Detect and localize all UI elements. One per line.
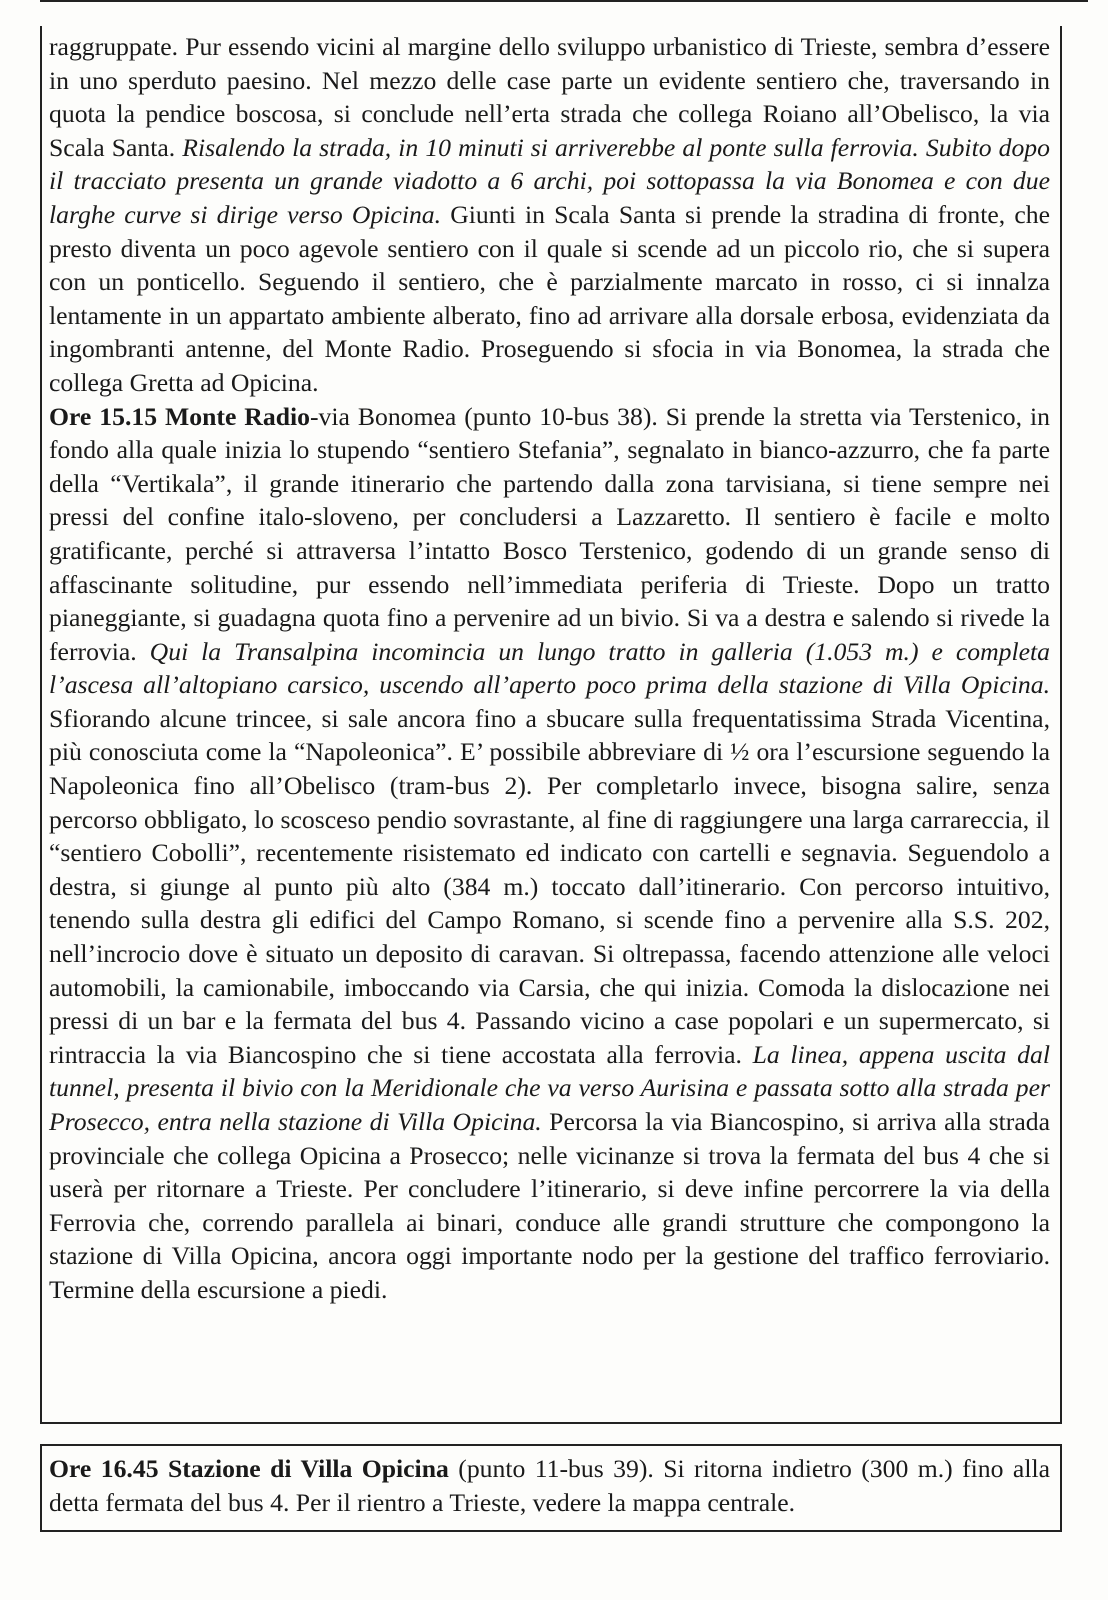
monte-radio-text: -via Bonomea (punto 10-bus 38). Si prende la stretta via Terstenico, in fondo alla quale inizia lo stupendo “sentiero Stefania”, segnalato in bianco-azzurro, che fa parte della “Vertikala”, il grande itinerario che partendo dalla zona tarvisiana, si tiene sempre nei pressi del confine italo-sloveno, per concludersi a Lazzaretto. Il sentiero è facile e molto gratificante, perché si attraversa l’intatto Bosco Terstenico, godendo di un grande senso di affascinante solitudine, pur essendo nell’immediata periferia di Trieste. Dopo un tratto pianeggiante, si guadagna quota fino a pervenire ad un bivio. Si va a destra e salendo si rivede la ferrovia. (49, 401, 1051, 666)
approach-text-cont: Giunti in Scala Santa si prende la stradina di fronte, che presto diventa un poco agevole sentiero con il quale si scende ad un piccolo rio, che si supera con un ponticello. Seguendo il sentiero, che è parzialmente marcato in rosso, ci si innalza lentamente in un appartato ambiente alberato, fino ad arrivare alla dorsale erbosa, evidenziata da ingombranti antenne, del Monte Radio. Proseguendo si sfocia in via Bonomea, la strada che collega Gretta ad Opicina. (49, 199, 1050, 397)
stage-heading-monte-radio: Ore 15.15 Monte Radio (49, 401, 310, 431)
stage-heading-villa-opicina: Ore 16.45 Stazione di Villa Opicina (49, 1454, 449, 1483)
paragraph-monte-radio (49, 400, 1050, 1307)
final-stage-text (49, 1452, 1050, 1519)
top-rule (40, 0, 1088, 6)
paragraph-approach (49, 30, 1050, 400)
main-text (49, 30, 1050, 1307)
approach-text: raggruppate. Pur essendo vicini al margine dello sviluppo urbanistico di Trieste, sembra d’essere in uno sperduto paesino. Nel mezzo delle case parte un evidente sentiero che, traversando in quota la pendice boscosa, si conclude nell’erta strada che collega Roiano all’Obelisco, la via Scala Santa. (49, 32, 1050, 162)
monte-radio-text-end: Percorsa la via Biancospino, si arriva alla strada provinciale che collega Opicina a Prosecco; nelle vicinanze si trova la fermata del bus 4 che si userà per ritornare a Trieste. Per concludere l’itinerario, si deve infine percorrere la via della Ferrovia che, correndo parallela ai binari, conduce alle grandi strutture che compongono la stazione di Villa Opicina, ancora oggi importante nodo per la gestione del traffico ferroviario. Termine della escursione a piedi. (49, 1107, 1050, 1304)
railway-note-2: Qui la Transalpina incomincia un lungo tratto in galleria (1.053 m.) e completa l’ascesa all’altopiano carsico, uscendo all’aperto poco prima della stazione di Villa Opicina. (49, 636, 1050, 700)
paragraph-villa-opicina (49, 1452, 1050, 1519)
villa-opicina-text: (punto 11-bus 39). Si ritorna indietro (300 m.) fino alla detta fermata del bus 4. Per il rientro a Trieste, vedere la mappa centrale. (49, 1454, 1050, 1517)
railway-note-1: Risalendo la strada, in 10 minuti si arriverebbe al ponte sulla ferrovia. Subito dopo il tracciato presenta un grande viadotto a 6 archi, poi sottopassa la via Bonomea e con due larghe curve si dirige verso Opicina. (49, 132, 1050, 229)
monte-radio-text-cont: Sfiorando alcune trincee, si sale ancora fino a sbucare sulla frequentatissima Strada Vicentina, più conosciuta come la “Napoleonica”. E’ possibile abbreviare di ½ ora l’escursione seguendo la Napoleonica fino all’Obelisco (tram-bus 2). Per completarlo invece, bisogna salire, senza percorso obbligato, lo scosceso pendio sovrastante, al fine di raggiungere una larga carrareccia, il “sentiero Cobolli”, recentemente risistemato ed indicato con cartelli e segnavia. Seguendolo a destra, si giunge al punto più alto (384 m.) toccato dall’itinerario. Con percorso intuitivo, tenendo sulla destra gli edifici del Campo Romano, si scende fino a pervenire alla S.S. 202, nell’incrocio dove è situato un deposito di caravan. Si oltrepassa, facendo attenzione alle veloci automobili, la camionabile, imboccando via Carsia, che qui inizia. Comoda la dislocazione nei pressi di un bar e la fermata del bus 4. Passando vicino a case popolari e un supermercato, si rintraccia la via Biancospino che si tiene accostata alla ferrovia. (49, 703, 1050, 1069)
railway-note-3: La linea, appena uscita dal tunnel, presenta il bivio con la Meridionale che va verso Aurisina e passata sotto alla strada per Prosecco, entra nella stazione di Villa Opicina. (49, 1039, 1051, 1136)
